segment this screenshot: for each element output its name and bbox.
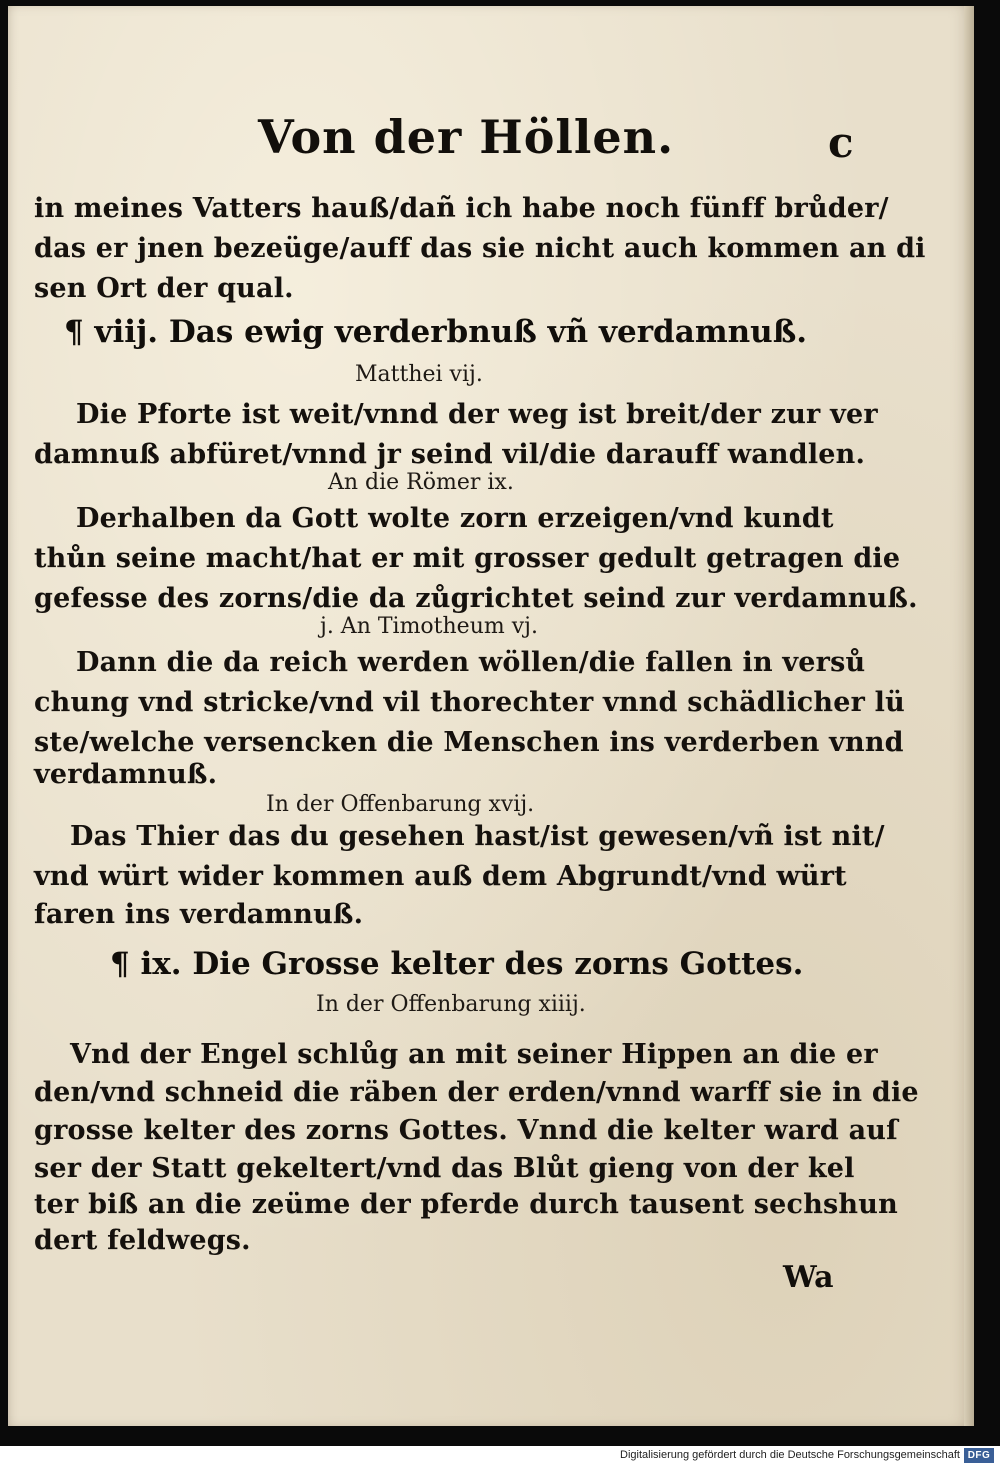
section-heading: ¶ viij. Das ewig verderbnuß vñ verdamnuß. [64, 314, 808, 350]
text-line: sen Ort der qual. [34, 273, 294, 304]
text-line: Vnd der Engel schlůg an mit seiner Hippen an die er [70, 1039, 878, 1070]
text-line: Das Thier das du gesehen hast/ist gewesen/vñ ist nit/ [70, 821, 885, 852]
text-line: ste/welche versencken die Menschen ins verderben vnnd [34, 727, 904, 758]
scripture-reference: Matthei vij. [355, 362, 483, 387]
running-head: Von der Höllen. [258, 110, 675, 164]
catchword: Wa [783, 1260, 834, 1295]
section-heading: ¶ ix. Die Grosse kelter des zorns Gottes. [110, 946, 804, 982]
text-line: chung vnd stricke/vnd vil thorechter vnnd schädlicher lü [34, 687, 905, 718]
text-line: ter biß an die zeüme der pferde durch tausent sechshun [34, 1189, 898, 1220]
text-line: in meines Vatters hauß/dañ ich habe noch fünff brůder/ [34, 193, 889, 224]
signature-mark: c [828, 118, 854, 167]
text-line: Dann die da reich werden wöllen/die fallen in versů [76, 647, 866, 678]
text-line: verdamnuß. [34, 759, 218, 790]
scripture-reference: An die Römer ix. [328, 470, 514, 495]
text-line: faren ins verdamnuß. [34, 899, 364, 930]
text-line: thůn seine macht/hat er mit grosser gedult getragen die [34, 543, 901, 574]
digitization-credit: Digitalisierung gefördert durch die Deutsche Forschungsgemeinschaft [620, 1449, 960, 1461]
text-line: grosse kelter des zorns Gottes. Vnnd die kelter ward auſ [34, 1115, 898, 1146]
text-line: vnd würt wider kommen auß dem Abgrundt/vnd würt [34, 861, 847, 892]
text-line: das er jnen bezeüge/auff das sie nicht auch kommen an di [34, 233, 926, 264]
text-line: gefesse des zorns/die da zůgrichtet seind zur verdamnuß. [34, 583, 918, 614]
text-line: dert feldwegs. [34, 1225, 251, 1256]
text-line: Derhalben da Gott wolte zorn erzeigen/vnd kundt [76, 503, 834, 534]
page-edge [964, 6, 974, 1426]
dfg-logo-icon: DFG [964, 1448, 994, 1463]
text-line: Die Pforte ist weit/vnnd der weg ist breit/der zur ver [76, 399, 878, 430]
text-line: damnuß abfüret/vnnd jr seind vil/die darauff wandlen. [34, 439, 866, 470]
text-line: ser der Statt gekeltert/vnd das Blůt gieng von der kel [34, 1153, 855, 1184]
book-page [8, 6, 974, 1426]
scripture-reference: In der Offenbarung xiiij. [316, 992, 586, 1017]
text-line: den/vnd schneid die räben der erden/vnnd warff sie in die [34, 1077, 919, 1108]
scripture-reference: In der Offenbarung xvij. [266, 792, 535, 817]
scripture-reference: j. An Timotheum vj. [320, 614, 538, 639]
